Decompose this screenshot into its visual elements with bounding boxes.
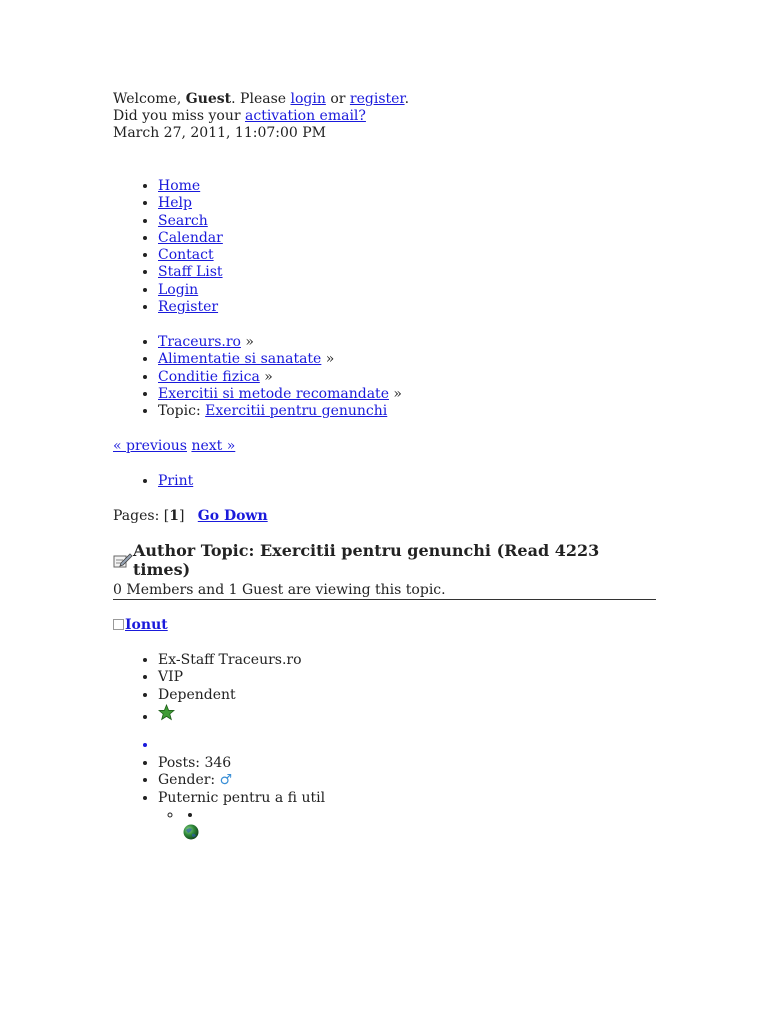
- menu-link-search[interactable]: Search: [158, 212, 208, 229]
- posts-count: • Posts: 346: [158, 755, 325, 772]
- or-text: or: [325, 91, 350, 107]
- breadcrumb-separator: »: [388, 385, 402, 402]
- website-globe-icon[interactable]: [183, 824, 199, 840]
- profile-empty-item: [203, 807, 207, 824]
- breadcrumb-item: [158, 369, 402, 386]
- breadcrumb-topic-item: [158, 403, 402, 420]
- pages-label: Pages: [: [113, 508, 170, 524]
- profile-links: [183, 807, 207, 846]
- poster-stats: [113, 755, 325, 807]
- poster-tagline: • Puternic pentru a fi util: [158, 790, 325, 807]
- topic-prefix: Topic:: [158, 403, 206, 420]
- viewers-text: 0 Members and 1 Guest are viewing this topic.: [113, 582, 446, 598]
- breadcrumb-item: [158, 386, 402, 403]
- menu-link-contact[interactable]: Contact: [158, 247, 214, 264]
- welcome-prefix: Welcome,: [113, 91, 186, 107]
- welcome-line: [113, 91, 409, 108]
- breadcrumb-item: [158, 351, 402, 368]
- please-text: . Please: [231, 91, 291, 107]
- poster-info-item: • Dependent: [158, 687, 302, 704]
- menu-link-register[interactable]: Register: [158, 299, 219, 316]
- menu-item: [158, 247, 223, 264]
- male-icon: ♂: [219, 772, 233, 789]
- edit-topic-icon: [113, 552, 133, 568]
- poster-info-item: • Ex-Staff Traceurs.ro: [158, 652, 302, 669]
- menu-item: [158, 282, 223, 299]
- breadcrumb-link[interactable]: Exercitii si metode recomandate: [158, 385, 389, 402]
- datetime: March 27, 2011, 11:07:00 PM: [113, 125, 327, 141]
- menu-link-calendar[interactable]: Calendar: [158, 229, 223, 246]
- welcome-block: [113, 91, 409, 142]
- menu-link-home[interactable]: Home: [158, 178, 201, 194]
- breadcrumb: [113, 334, 402, 420]
- menu-item: [158, 178, 223, 195]
- topic-actions: [113, 473, 193, 490]
- menu-item: [158, 213, 223, 230]
- breadcrumb-link[interactable]: Alimentatie si sanatate: [158, 351, 322, 368]
- dot-text: .: [404, 91, 410, 107]
- register-link[interactable]: register: [349, 91, 405, 107]
- login-link[interactable]: login: [290, 91, 326, 107]
- pagination: [113, 508, 268, 525]
- current-page: 1: [169, 508, 179, 524]
- menu-link-login[interactable]: Login: [158, 281, 199, 298]
- breadcrumb-item: [158, 334, 402, 351]
- activation-email-link[interactable]: activation email?: [245, 108, 366, 124]
- rank-star-item: [158, 704, 302, 726]
- star-icon: [158, 704, 175, 721]
- menu-item: [158, 230, 223, 247]
- gender-item: [158, 772, 325, 789]
- profile-links-item: [183, 807, 207, 846]
- topic-title: Author Topic: Exercitii pentru genunchi (Read 4223 times): [133, 541, 600, 579]
- print-link[interactable]: Print: [158, 473, 194, 489]
- print-item: [158, 473, 193, 490]
- menu-link-staff-list[interactable]: Staff List: [158, 264, 223, 281]
- main-menu: [113, 178, 223, 316]
- menu-item: [158, 264, 223, 281]
- menu-item: [158, 299, 223, 316]
- activation-line: [113, 108, 409, 125]
- avatar-placeholder: [158, 737, 162, 754]
- viewers-row: [113, 582, 656, 600]
- breadcrumb-separator: »: [321, 351, 335, 368]
- breadcrumb-link[interactable]: Conditie fizica: [158, 368, 260, 385]
- poster-name-link[interactable]: Ionut: [125, 617, 168, 633]
- breadcrumb-topic-link[interactable]: Exercitii pentru genunchi: [205, 403, 388, 420]
- poster-info: [113, 652, 302, 726]
- gender-label: Gender:: [158, 772, 220, 789]
- profile-links-inner: [183, 807, 207, 824]
- missed-prefix: Did you miss your: [113, 108, 245, 124]
- next-link[interactable]: next »: [191, 438, 236, 454]
- topic-navigation: [113, 438, 235, 455]
- menu-item: [158, 195, 223, 212]
- pages-close: ]: [178, 508, 185, 524]
- breadcrumb-separator: »: [259, 368, 273, 385]
- avatar-list: [113, 737, 162, 754]
- menu-link-help[interactable]: Help: [158, 195, 192, 212]
- go-down-link[interactable]: Go Down: [197, 508, 268, 524]
- breadcrumb-link[interactable]: Traceurs.ro: [158, 334, 241, 350]
- guest-name: Guest: [185, 91, 232, 107]
- breadcrumb-separator: »: [240, 334, 254, 350]
- online-status-icon: [113, 619, 124, 630]
- poster-info-item: • VIP: [158, 669, 302, 686]
- previous-link[interactable]: « previous: [113, 438, 187, 454]
- poster-name-row: [113, 617, 168, 634]
- topic-title-row: [113, 541, 658, 579]
